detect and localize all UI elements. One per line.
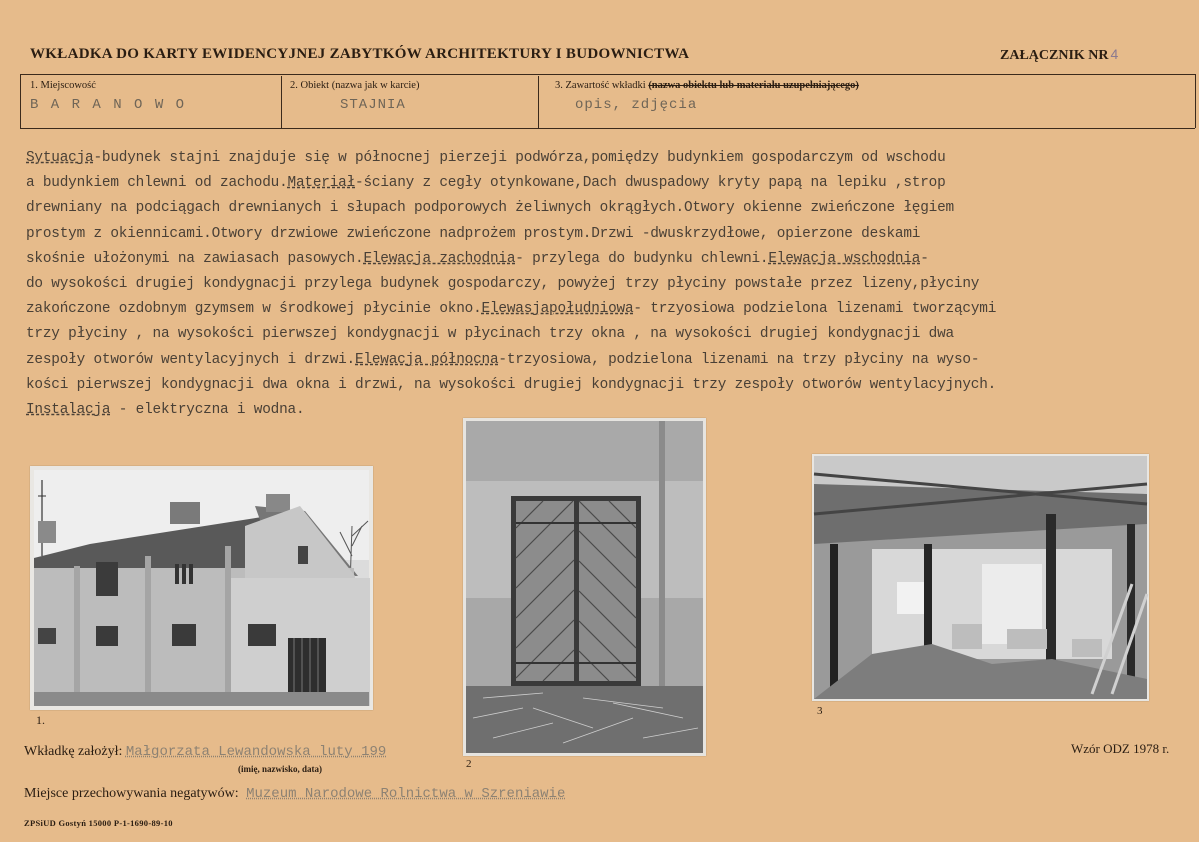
description-segment: -trzyosiowa, podzielona lizenami na trzy płyciny na wyso- (498, 351, 980, 368)
section-heading: Materiał (287, 175, 356, 192)
photo-stable-interior (812, 454, 1149, 701)
content-value: opis, zdjęcia (575, 97, 698, 113)
section-heading: Elewacja wschodnia (768, 250, 921, 267)
description-segment: a budynkiem chlewni od zachodu. (26, 175, 288, 192)
field-box-left-rule (20, 74, 21, 128)
description-segment: do wysokości drugiej kondygnacji przylega budynek gospodarczy, powyżej trzy płyciny powstałe przez lizeny,płyciny (26, 276, 980, 293)
description-segment: skośnie ułożonymi na zawiasach pasowych. (26, 250, 364, 267)
author-label: Wkładkę założył: (24, 744, 123, 759)
field-box-right-rule (1195, 74, 1196, 128)
field-box-bottom-rule (20, 128, 1195, 129)
description-segment: - elektryczna i wodna. (110, 402, 305, 419)
field-separator (281, 76, 282, 128)
photo-2-number: 2 (466, 758, 472, 770)
form-title: WKŁADKA DO KARTY EWIDENCYJNEJ ZABYTKÓW ARCHITEKTURY I BUDOWNICTWA (30, 46, 690, 62)
description-segment: -ściany z cegły otynkowane,Dach dwuspadowy kryty papą na lepiku ,strop (355, 175, 946, 192)
location-label: 1. Miejscowość (30, 80, 96, 91)
attachment-number-value: 4 (1110, 46, 1119, 62)
attachment-label: ZAŁĄCZNIK NR (1000, 48, 1109, 63)
description-segment: trzy płyciny , na wysokości pierwszej kondygnacji w płycinach trzy okna , na wysokości drugiej kondygnacji dwa (26, 326, 954, 343)
description-text (26, 146, 1198, 423)
section-heading: Sytuacja (26, 150, 94, 166)
printer-imprint: ZPSiUD Gostyń 15000 P-1-1690-89-10 (24, 818, 173, 828)
content-label (555, 80, 859, 91)
object-value: STAJNIA (340, 97, 406, 113)
field-box-top-rule (20, 74, 1195, 75)
author-value: Małgorzata Lewandowska luty 199 (125, 744, 387, 760)
storage-label: Miejsce przechowywania negatywów: (24, 786, 239, 801)
photo-building-exterior (30, 466, 373, 710)
storage-value: Muzeum Narodowe Rolnictwa w Szreniawie (246, 786, 566, 802)
photo-stable-doors (463, 418, 706, 756)
description-segment: - trzyosiowa podzielona lizenami tworzącymi (633, 301, 997, 318)
object-label: 2. Obiekt (nazwa jak w karcie) (290, 80, 420, 91)
location-value: B A R A N O W O (30, 97, 187, 113)
section-heading: Elewacja zachodnia (363, 250, 516, 267)
description-segment: kości pierwszej kondygnacji dwa okna i drzwi, na wysokości drugiej kondygnacji trzy zespoły otworów wentylacyjnych. (26, 376, 997, 393)
field-separator (538, 76, 539, 128)
photo-1-number: 1. (36, 713, 45, 727)
attachment-number (1000, 46, 1118, 64)
author-hint: (imię, nazwisko, data) (238, 764, 322, 774)
description-segment: - (920, 250, 929, 267)
description-segment: -budynek stajni znajduje się w północnej pierzeji podwórza,pomiędzy budynkiem gospodarczym od wschodu (93, 150, 946, 166)
section-heading: Elewacja północna (355, 351, 499, 368)
template-label: Wzór ODZ 1978 r. (1071, 741, 1170, 756)
description-segment: zespoły otworów wentylacyjnych i drzwi. (26, 351, 355, 368)
storage-line (24, 786, 565, 802)
description-segment: prostym z okiennicami.Otwory drzwiowe zwieńczone nadprożem prostym.Drzwi -dwuskrzydłowe, opierzone deskami (26, 225, 921, 242)
description-segment: drewniany na podciągach drewnianych i słupach podporowych żeliwnych okrągłych.Otwory okienne zwieńczone łęgiem (26, 200, 954, 217)
content-label-struck: (nazwa obiektu lub materiału uzupełniającego) (648, 80, 859, 91)
photo-3-number: 3 (817, 705, 823, 717)
description-segment: - przylega do budynku chlewni. (515, 250, 769, 267)
content-label-prefix: 3. Zawartość wkładki (555, 80, 649, 91)
description-segment: zakończone ozdobnym gzymsem w środkowej płycinie okno. (26, 301, 482, 318)
section-heading: Elewasjapołudniowa (481, 301, 634, 318)
author-line (24, 744, 386, 760)
section-heading: Instalacja (26, 402, 111, 419)
